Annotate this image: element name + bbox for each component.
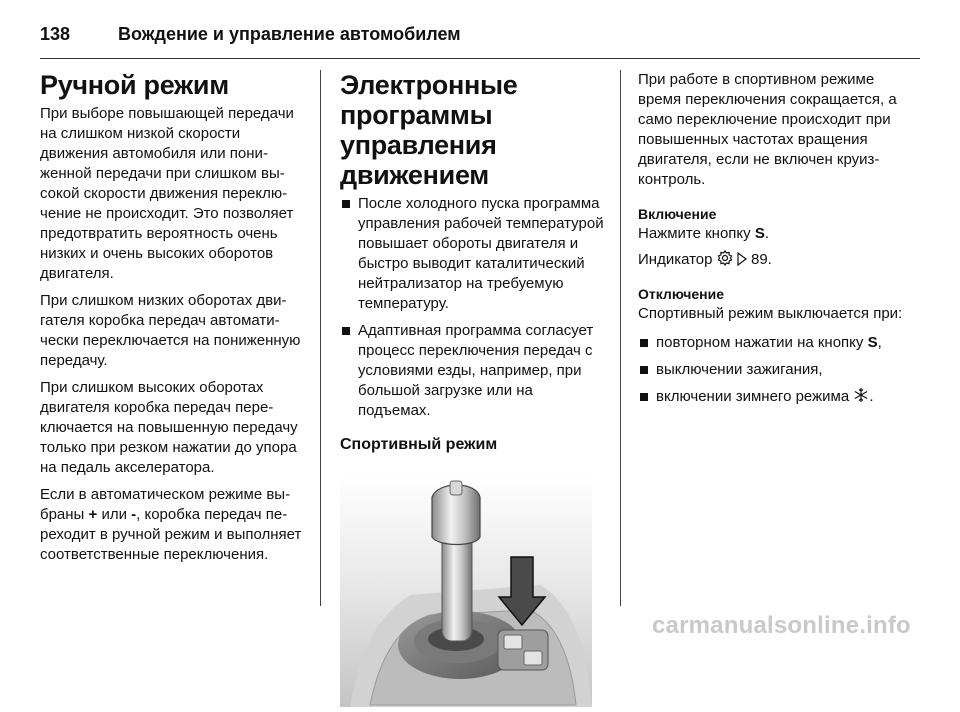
section-heading-manual-mode: Ручной режим [40, 70, 229, 100]
column-divider-2 [620, 70, 621, 606]
subheading-sport-mode: Спортивный режим [340, 436, 498, 453]
page-header [40, 14, 920, 54]
column-electronic-programs [340, 70, 606, 712]
activation-text: Нажмите кнопку S. [638, 225, 770, 242]
indicator-text: Индикатор 89. [638, 251, 772, 268]
list-item: повторном нажатии на кнопку S, [638, 333, 920, 353]
list-item: выключении зажигания, [638, 360, 920, 380]
snowflake-icon [853, 387, 869, 403]
column-manual-mode [40, 70, 302, 572]
subheading-deactivation: Отключение [638, 286, 725, 302]
paragraph: При слишком высоких оборотах двигателя коробка передач переключается на повышенную передачу только при резком нажатии до упора на педаль акселератора. [40, 379, 298, 476]
sport-key-label: S [754, 225, 765, 242]
paragraph: При выборе повышающей передачи на слишком низкой скорости движения автомобиля или пониженной передачи при слишком высокой скорости движения переключение не происходит. Это позволяет предотвратить вероятность очень низких и очень высоких оборотов двигателя. [40, 105, 294, 282]
deactivation-text: Спортивный режим выключается при: [638, 305, 903, 322]
subheading-activation: Включение [638, 206, 717, 222]
gear-selector-illustration [340, 475, 592, 707]
list-item: Адаптивная программа согласует процесс переключения передач с условиями езды, например, при большой загрузке или на подъемах. [340, 321, 606, 421]
paragraph: Если в автоматическом режиме выбраны + или -, коробка передач переходит в ручной режим и выполняет соответственные переключения. [40, 486, 302, 563]
plus-symbol: + [88, 506, 98, 523]
header-divider [40, 58, 920, 59]
page-number: 138 [40, 23, 71, 44]
list-item: включении зимнего режима . [638, 387, 920, 407]
sport-key-label: S [867, 334, 878, 351]
bullet-list [340, 194, 606, 421]
sport-mode-indicator-icon [717, 250, 733, 266]
minus-symbol: - [131, 506, 137, 523]
reference-arrow-icon [737, 252, 747, 266]
section-heading-electronic-programs: Электронные программы управления движением [340, 70, 518, 190]
paragraph: При работе в спортивном режиме время переключения сокращается, а само переключение происходит при повышенных частотах вращения двигателя, если не включен круиз-контроль. [638, 71, 897, 188]
page-running-title: Вождение и управление автомобилем [118, 23, 461, 44]
column-divider-1 [320, 70, 321, 606]
list-item: После холодного пуска программа управления рабочей температурой повышает обороты двигателя и быстро выводит каталитический нейтрализатор на требуемую температуру. [340, 194, 606, 314]
column-sport-mode [638, 70, 920, 414]
watermark-text: carmanualsonline.info [652, 612, 911, 639]
paragraph: При слишком низких оборотах двигателя коробка передач автоматически переключается на пониженную передачу. [40, 292, 301, 369]
bullet-list [638, 333, 920, 407]
